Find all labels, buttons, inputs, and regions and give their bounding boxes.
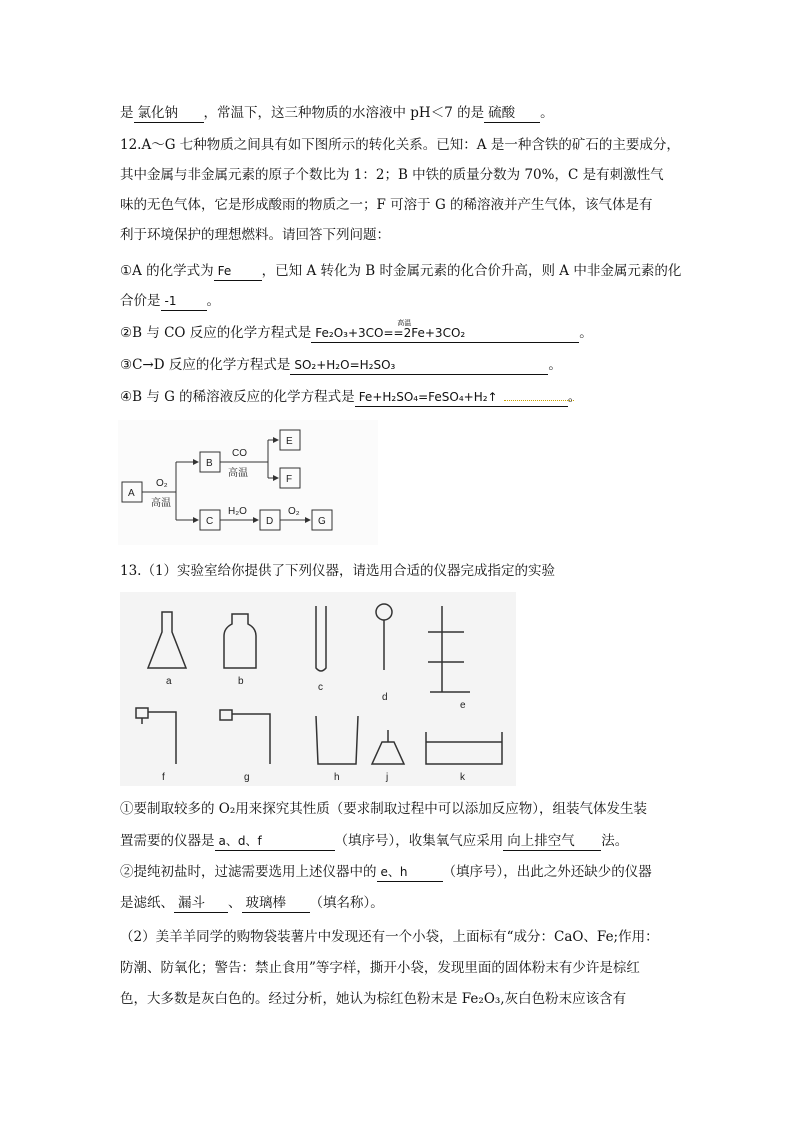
answer-blank: Fe₂O₃+3CO==2Fe+3CO₂ 高温 [311,324,579,343]
answer-blank: a、d、f [215,832,335,851]
apparatus-label-f: f [162,772,165,783]
q13-part2-line-2: 防潮、防氧化；警告：禁止食用”等字样，撕开小袋，发现里面的固体粉末有少许是棕红 [120,960,640,976]
q12-stem-line-3: 味的无色气体，它是形成酸雨的物质之一；F 可溶于 G 的稀溶液并产生气体，该气体是有 [120,197,653,213]
svg-text:高温: 高温 [151,498,171,509]
answer-blank: 玻璃棒 [242,894,310,913]
apparatus-label-e: e [460,700,466,711]
svg-text:O₂: O₂ [156,478,168,489]
q12-stem-line-2: 其中金属与非金属元素的原子个数比为 1：2；B 中铁的质量分数为 70%，C 是有刺激性气 [120,167,664,183]
answer-blank: -1 [161,292,207,311]
transformation-diagram [118,420,378,545]
q13-item-2: ②提纯初盐时，过滤需要选用上述仪器中的 e、h （填序号），出此之外还缺少的仪器 [120,864,652,880]
svg-text:B: B [206,458,213,469]
answer-blank: Fe [214,262,262,281]
node-a-label: A [128,488,135,499]
q12-item-4: ④B 与 G 的稀溶液反应的化学方程式是 Fe+H₂SO₄=FeSO₄+H₂↑ 。 [120,389,582,405]
answer-blank: 漏斗 [174,894,228,913]
q13-item-1: ①要制取较多的 O₂用来探究其性质（要求制取过程中可以添加反应物），组装气体发生装 [120,801,648,817]
svg-text:C: C [206,516,214,527]
svg-text:G: G [318,516,326,527]
q12-stem-line-1: 12.A～G 七种物质之间具有如下图所示的转化关系。已知：A 是一种含铁的矿石的主要成分， [120,137,680,153]
answer-blank: 向上排空气 [503,832,601,851]
apparatus-label-a: a [166,676,172,687]
lab-apparatus-image [120,592,516,786]
answer-line-0: 是 氯化钠 ，常温下，这三种物质的水溶液中 pH＜7 的是 硫酸 。 [120,105,554,121]
q12-item-1: ①A 的化学式为 Fe ，已知 A 转化为 B 时金属元素的化合价升高，则 A 中非金属元素的化 [120,263,682,279]
q13-item-1-cont: 置需要的仪器是 a、d、f （填序号），收集氧气应采用 向上排空气 法。 [120,833,629,849]
apparatus-label-g: g [244,772,250,783]
reaction-condition: 高温 [397,319,412,327]
answer-blank: e、h [377,863,443,882]
svg-text:D: D [266,516,274,527]
svg-text:O₂: O₂ [288,506,300,517]
q12-item-2: ②B 与 CO 反应的化学方程式是 Fe₂O₃+3CO==2Fe+3CO₂ 高温 。 [120,324,593,343]
apparatus-label-d: d [382,692,388,703]
svg-text:F: F [286,474,293,485]
q12-item-3: ③C→D 反应的化学方程式是 SO₂+H₂O=H₂SO₃ 。 [120,357,562,373]
answer-blank: 氯化钠 [134,104,204,123]
svg-text:CO: CO [232,448,247,459]
answer-blank: SO₂+H₂O=H₂SO₃ [290,356,548,375]
q13-title: 13.（1）实验室给你提供了下列仪器，请选用合适的仪器完成指定的实验 [120,563,556,579]
q12-stem-line-4: 利于环境保护的理想燃料。请回答下列问题： [120,227,390,243]
apparatus-label-b: b [238,676,244,687]
q13-item-2-cont: 是滤纸、 漏斗 、 玻璃棒 （填名称）。 [120,895,384,911]
apparatus-label-c: c [318,682,323,693]
apparatus-label-j: j [386,772,389,783]
q12-item-1-cont: 合价是 -1 。 [120,293,220,309]
apparatus-label-h: h [334,772,340,783]
answer-blank: Fe+H₂SO₄=FeSO₄+H₂↑ [355,388,568,407]
svg-text:高温: 高温 [228,468,248,479]
apparatus-label-k: k [460,772,465,783]
svg-text:H₂O: H₂O [228,506,247,517]
q13-part2-line-3: 色，大多数是灰白色的。经过分析，她认为棕红色粉末是 Fe₂O₃,灰白色粉末应该含有 [120,991,627,1007]
q13-part2-line-1: （2）美羊羊同学的购物袋装薯片中发现还有一个小袋，上面标有“成分：CaO、Fe;作用： [120,929,659,945]
answer-blank: 硫酸 [484,104,540,123]
svg-text:E: E [286,436,293,447]
